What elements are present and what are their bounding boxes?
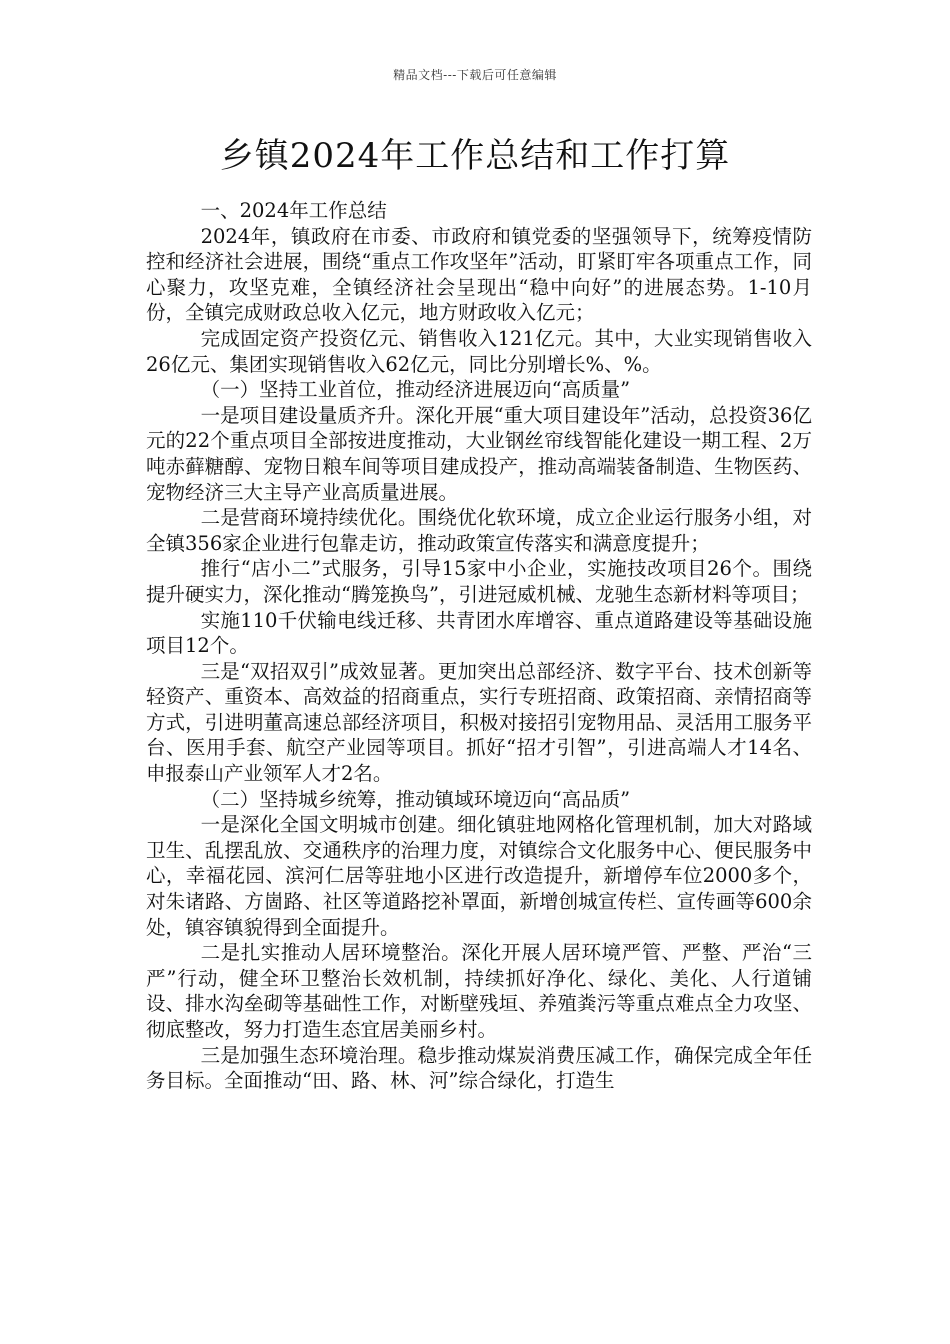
subsection-heading: （一）坚持工业首位，推动经济进展迈向“高质量” <box>200 378 631 402</box>
document-body <box>146 198 812 1094</box>
paragraph: 完成固定资产投资亿元、销售收入121亿元。其中，大业实现销售收入26亿元、集团实现销售收入62亿元，同比分别增长%、%。 <box>146 326 812 376</box>
paragraph: 2024年，镇政府在市委、市政府和镇党委的坚强领导下，统筹疫情防控和经济社会进展，围绕“重点工作攻坚年”活动，盯紧盯牢各项重点工作，同心聚力，攻坚克难，全镇经济社会呈现出“稳中向好”的进展态势。1-10月份，全镇完成财政总收入亿元，地方财政收入亿元； <box>146 224 812 325</box>
paragraph: 实施110千伏输电线迁移、共青团水库增容、重点道路建设等基础设施项目12个。 <box>146 608 812 658</box>
paragraph: 三是“双招双引”成效显著。更加突出总部经济、数字平台、技术创新等轻资产、重资本、高效益的招商重点，实行专班招商、政策招商、亲情招商等方式，引进明董高速总部经济项目，积极对接招引宠物用品、灵活用工服务平台、医用手套、航空产业园等项目。抓好“招才引智”，引进高端人才14名、申报泰山产业领军人才2名。 <box>146 659 812 786</box>
paragraph: 一是项目建设量质齐升。深化开展“重大项目建设年”活动，总投资36亿元的22个重点项目全部按进度推动，大业钢丝帘线智能化建设一期工程、2万吨赤藓糖醇、宠物日粮车间等项目建成投产，推动高端装备制造、生物医药、宠物经济三大主导产业高质量进展。 <box>146 403 812 504</box>
subsection-heading: （二）坚持城乡统筹，推动镇域环境迈向“高品质” <box>200 787 631 811</box>
section-heading: 一、2024年工作总结 <box>200 199 387 222</box>
paragraph: 二是营商环境持续优化。围绕优化软环境，成立企业运行服务小组，对全镇356家企业进行包靠走访，推动政策宣传落实和满意度提升； <box>146 506 812 555</box>
document-title: 乡镇2024年工作总结和工作打算 <box>219 136 731 176</box>
paragraph: 二是扎实推动人居环境整治。深化开展人居环境严管、严整、严治“三严”行动，健全环卫整治长效机制，持续抓好净化、绿化、美化、人行道铺设、排水沟垒砌等基础性工作，对断壁残垣、养殖粪污等重点难点全力攻坚、彻底整改，努力打造生态宜居美丽乡村。 <box>146 941 812 1041</box>
paragraph: 一是深化全国文明城市创建。细化镇驻地网格化管理机制，加大对路域卫生、乱摆乱放、交通秩序的治理力度，对镇综合文化服务中心、便民服务中心，幸福花园、滨河仁居等驻地小区进行改造提升，新增停车位2000多个，对朱诸路、方崮路、社区等道路挖补罩面，新增创城宣传栏、宣传画等600余处，镇容镇貌得到全面提升。 <box>146 813 812 939</box>
paragraph: 推行“店小二”式服务，引导15家中小企业，实施技改项目26个。围绕提升硬实力，深化推动“腾笼换鸟”，引进冠威机械、龙驰生态新材料等项目； <box>146 557 812 606</box>
paragraph: 三是加强生态环境治理。稳步推动煤炭消费压减工作，确保完成全年任务目标。全面推动“田、路、林、河”综合绿化，打造生 <box>146 1043 812 1093</box>
header-note: 精品文档---下载后可任意编辑 <box>393 68 557 82</box>
